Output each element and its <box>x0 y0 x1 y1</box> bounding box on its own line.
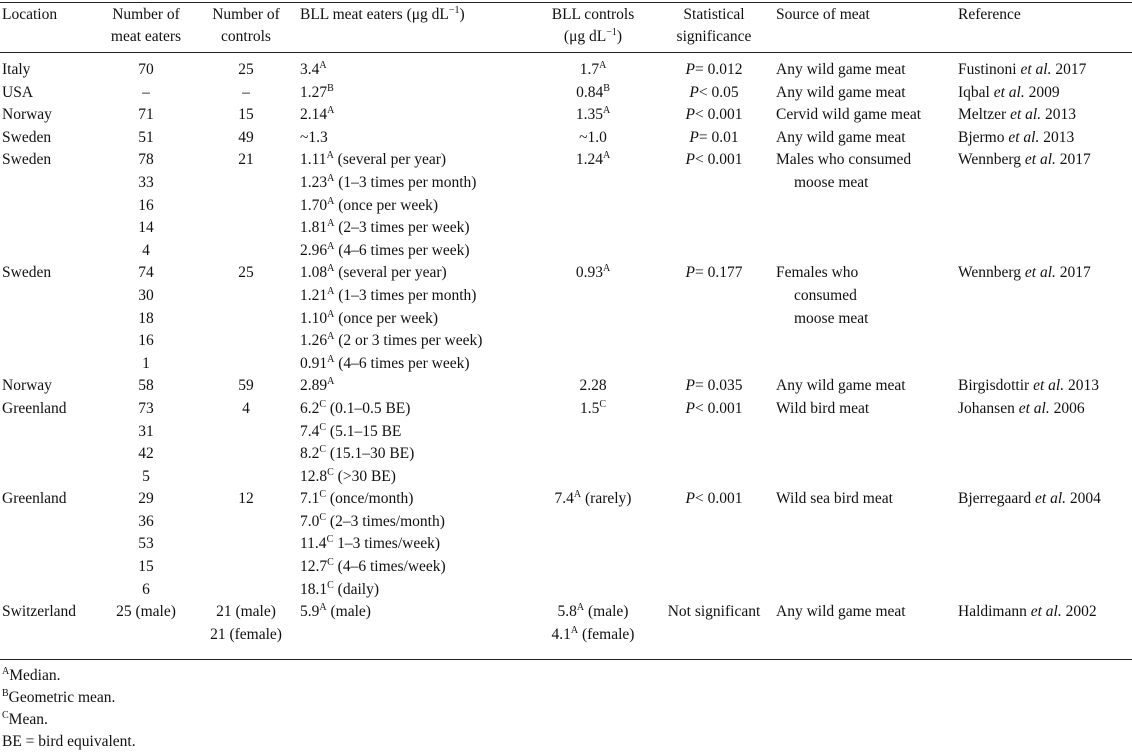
cell-source: Any wild game meat <box>776 377 906 395</box>
cell-meat-eaters: 16 <box>138 332 154 350</box>
cell-bll-meat-eaters: $1.08^A$ (several per year) <box>300 263 447 282</box>
table-row <box>0 104 1132 127</box>
cell-reference: Wennberg et al. 2017 <box>958 151 1091 169</box>
cell-significance: P< 0.001 <box>685 490 743 508</box>
cell-significance <box>654 579 774 602</box>
table-row <box>0 579 1132 602</box>
cell-bll-controls <box>532 511 654 534</box>
cell-meat-eaters: 1 <box>142 354 150 372</box>
table-row <box>0 195 1132 218</box>
cell-bll-meat-eaters: $5.9^A$ (male) <box>300 602 371 621</box>
cell-controls <box>194 579 298 602</box>
header-location: Location <box>2 6 58 23</box>
table-row <box>0 375 1132 398</box>
cell-bll-meat-eaters: $1.27^B$ <box>300 82 334 101</box>
cell-controls <box>194 240 298 263</box>
cell-source: Wild bird meat <box>776 399 870 417</box>
cell-bll-meat-eaters: $2.96^A$ (4–6 times per week) <box>300 240 470 259</box>
cell-bll-meat-eaters <box>298 624 532 647</box>
cell-meat-eaters: 25 (male) <box>116 603 176 621</box>
cell-significance <box>654 466 774 489</box>
table-row <box>0 262 1132 285</box>
cell-reference: Fustinoni et al. 2017 <box>958 61 1087 78</box>
table-row <box>0 601 1132 624</box>
cell-bll-controls: $1.24^A$ <box>575 150 611 169</box>
cell-location: Sweden <box>2 128 52 146</box>
cell-significance <box>654 533 774 556</box>
cell-controls <box>194 353 298 376</box>
cell-meat-eaters: 42 <box>138 445 154 463</box>
cell-bll-meat-eaters: $2.14^A$ <box>300 105 335 124</box>
cell-reference <box>956 511 1132 534</box>
cell-bll-meat-eaters: $7.4^C$ (5.1–15 BE <box>300 421 402 440</box>
cell-location: Norway <box>2 377 52 395</box>
table-row <box>0 421 1132 444</box>
cell-source <box>774 511 956 534</box>
cell-bll-meat-eaters: $1.11^A$ (several per year) <box>300 150 447 169</box>
cell-reference: Iqbal et al. 2009 <box>958 83 1060 101</box>
table-row <box>0 285 1132 308</box>
cell-bll-controls: $5.8^A$ (male) <box>557 602 629 621</box>
cell-meat-eaters: 71 <box>138 106 154 124</box>
cell-controls: 21 (male) <box>216 603 276 621</box>
cell-reference <box>956 330 1132 353</box>
cell-significance: P< 0.001 <box>685 151 743 169</box>
cell-bll-meat-eaters: $8.2^C$ (15.1–30 BE) <box>300 443 415 463</box>
cell-reference <box>956 579 1132 602</box>
cell-controls: 25 <box>238 61 254 78</box>
cell-bll-controls <box>532 556 654 579</box>
cell-source: consumed <box>794 286 857 304</box>
cell-location <box>0 217 98 240</box>
cell-meat-eaters: 70 <box>138 61 154 78</box>
cell-location <box>0 579 98 602</box>
cell-reference <box>956 240 1132 263</box>
cell-bll-meat-eaters: $6.2^C$ (0.1–0.5 BE) <box>300 398 411 417</box>
cell-bll-meat-eaters: $1.81^A$ (2–3 times per week) <box>300 218 470 237</box>
footnote: $^B$Geometric mean. <box>2 687 116 706</box>
table-row <box>0 466 1132 489</box>
cell-bll-meat-eaters: $1.23^A$ (1–3 times per month) <box>300 172 477 191</box>
cell-reference <box>956 556 1132 579</box>
cell-meat-eaters: 16 <box>138 196 154 214</box>
data-table <box>0 4 1132 646</box>
cell-meat-eaters: 74 <box>138 264 154 282</box>
cell-source <box>774 466 956 489</box>
cell-source <box>774 217 956 240</box>
cell-bll-meat-eaters: $0.91^A$ (4–6 times per week) <box>300 353 470 372</box>
table-row <box>0 624 1132 647</box>
cell-significance <box>654 308 774 331</box>
cell-meat-eaters: 15 <box>138 558 154 576</box>
cell-location <box>0 466 98 489</box>
cell-controls <box>194 285 298 308</box>
cell-controls: – <box>242 83 250 101</box>
cell-meat-eaters: 30 <box>138 286 154 304</box>
cell-bll-controls: ~1.0 <box>579 128 607 146</box>
cell-meat-eaters: 31 <box>138 422 154 440</box>
header-bll-controls: BLL controls (μg $dL^{-1}$) <box>551 6 635 45</box>
cell-significance: P= 0.012 <box>685 61 743 78</box>
cell-bll-controls: $4.1^A$ (female) <box>551 624 635 643</box>
cell-source <box>774 556 956 579</box>
cell-bll-meat-eaters: $7.0^C$ (2–3 times/month) <box>300 511 445 530</box>
header-row <box>0 4 1132 53</box>
cell-reference <box>956 466 1132 489</box>
cell-reference: Johansen et al. 2006 <box>958 399 1085 417</box>
cell-location: Switzerland <box>2 603 77 621</box>
cell-significance <box>654 421 774 444</box>
cell-meat-eaters: 53 <box>138 535 154 553</box>
cell-bll-controls <box>532 308 654 331</box>
cell-meat-eaters: – <box>142 83 150 101</box>
header-source: Source of meat <box>776 6 870 23</box>
cell-source <box>774 579 956 602</box>
cell-controls: 12 <box>238 490 254 508</box>
cell-reference <box>956 443 1132 466</box>
cell-location <box>0 195 98 218</box>
table-row <box>0 240 1132 263</box>
cell-source <box>774 330 956 353</box>
table-row <box>0 511 1132 534</box>
cell-meat-eaters <box>98 624 194 647</box>
cell-significance: P< 0.05 <box>689 83 739 101</box>
table-row <box>0 308 1132 331</box>
cell-controls <box>194 421 298 444</box>
cell-significance <box>654 624 774 647</box>
cell-bll-meat-eaters: $1.10^A$ (once per week) <box>300 308 439 327</box>
cell-controls <box>194 308 298 331</box>
cell-significance <box>654 353 774 376</box>
cell-controls <box>194 195 298 218</box>
cell-location: USA <box>2 83 34 101</box>
cell-location: Norway <box>2 106 52 124</box>
footnote: $^C$Mean. <box>2 709 48 728</box>
table-row <box>0 556 1132 579</box>
table-row <box>0 488 1132 511</box>
table-row <box>0 217 1132 240</box>
footnote: $^A$Median. <box>2 665 61 684</box>
cell-reference <box>956 308 1132 331</box>
cell-source: Females who <box>776 264 859 282</box>
table-row <box>0 443 1132 466</box>
cell-significance <box>654 217 774 240</box>
cell-reference <box>956 533 1132 556</box>
cell-bll-controls: $0.84^B$ <box>576 82 610 101</box>
cell-bll-meat-eaters: $2.89^A$ <box>300 376 335 395</box>
header-meat-eaters: Number of meat eaters <box>110 6 182 45</box>
cell-controls <box>194 443 298 466</box>
cell-source: Wild sea bird meat <box>776 490 893 508</box>
top-rule <box>0 2 1132 3</box>
cell-meat-eaters: 5 <box>142 467 150 485</box>
cell-location: Greenland <box>2 399 67 417</box>
header-bll-meat-eaters: BLL meat eaters (μg $dL^{-1}$) <box>300 4 465 23</box>
table-row <box>0 330 1132 353</box>
cell-controls <box>194 217 298 240</box>
cell-significance <box>654 172 774 195</box>
cell-meat-eaters: 14 <box>138 219 154 237</box>
cell-significance: P< 0.001 <box>685 399 743 417</box>
table-body <box>0 53 1132 647</box>
cell-significance <box>654 330 774 353</box>
cell-source: Any wild game meat <box>776 83 906 101</box>
cell-location <box>0 533 98 556</box>
cell-meat-eaters: 73 <box>138 399 154 417</box>
cell-bll-meat-eaters: ~1.3 <box>300 128 328 146</box>
footnote: BE = bird equivalent. <box>2 733 136 750</box>
cell-controls <box>194 466 298 489</box>
cell-controls: 15 <box>238 106 254 124</box>
cell-significance <box>654 443 774 466</box>
cell-source <box>774 421 956 444</box>
cell-significance <box>654 556 774 579</box>
cell-meat-eaters: 58 <box>138 377 154 395</box>
cell-reference <box>956 172 1132 195</box>
cell-source: Any wild game meat <box>776 61 906 78</box>
cell-meat-eaters: 36 <box>138 512 154 530</box>
cell-bll-controls <box>532 195 654 218</box>
header-significance: Statistical significance <box>676 6 752 45</box>
cell-source: Males who consumed <box>776 151 912 169</box>
bottom-rule <box>0 659 1132 660</box>
cell-meat-eaters: 4 <box>142 241 150 259</box>
cell-location <box>0 556 98 579</box>
cell-significance <box>654 285 774 308</box>
cell-bll-meat-eaters: $1.70^A$ (once per week) <box>300 195 439 214</box>
cell-bll-meat-eaters: $7.1^C$ (once/month) <box>300 489 414 508</box>
cell-source: Any wild game meat <box>776 128 906 146</box>
cell-significance <box>654 511 774 534</box>
header-controls: Number of controls <box>212 6 280 45</box>
cell-reference: Bjerregaard et al. 2004 <box>958 490 1101 508</box>
cell-location: Sweden <box>2 151 52 169</box>
cell-bll-controls: $0.93^A$ <box>575 263 611 282</box>
cell-bll-controls <box>532 330 654 353</box>
cell-reference <box>956 421 1132 444</box>
cell-bll-controls <box>532 579 654 602</box>
cell-controls <box>194 533 298 556</box>
cell-controls <box>194 330 298 353</box>
cell-source: Cervid wild game meat <box>776 106 922 124</box>
cell-location <box>0 443 98 466</box>
cell-source <box>774 240 956 263</box>
cell-reference: Haldimann et al. 2002 <box>958 603 1097 621</box>
table-row <box>0 53 1132 82</box>
cell-location <box>0 285 98 308</box>
cell-bll-controls: $1.5^C$ <box>579 398 607 417</box>
cell-controls: 21 (female) <box>210 625 282 643</box>
table-row <box>0 533 1132 556</box>
cell-reference: Bjermo et al. 2013 <box>958 128 1075 146</box>
cell-bll-controls <box>532 240 654 263</box>
cell-reference <box>956 353 1132 376</box>
cell-location <box>0 353 98 376</box>
cell-location: Sweden <box>2 264 52 282</box>
cell-reference <box>956 624 1132 647</box>
cell-reference: Meltzer et al. 2013 <box>958 106 1076 124</box>
cell-source: moose meat <box>794 173 869 191</box>
cell-significance <box>654 195 774 218</box>
cell-location <box>0 511 98 534</box>
cell-bll-controls: $1.35^A$ <box>575 105 611 124</box>
cell-bll-meat-eaters: $12.8^C$ (>30 BE) <box>300 466 396 485</box>
cell-reference: Birgisdottir et al. 2013 <box>958 377 1099 395</box>
cell-controls: 21 <box>238 151 254 169</box>
cell-bll-controls <box>532 353 654 376</box>
cell-location: Italy <box>2 61 31 78</box>
cell-bll-controls <box>532 466 654 489</box>
cell-bll-controls <box>532 533 654 556</box>
cell-bll-controls <box>532 443 654 466</box>
cell-bll-meat-eaters: $1.26^A$ (2 or 3 times per week) <box>300 330 483 350</box>
cell-bll-controls <box>532 285 654 308</box>
cell-meat-eaters: 18 <box>138 309 154 327</box>
cell-source <box>774 195 956 218</box>
cell-significance: P< 0.001 <box>685 106 743 124</box>
cell-bll-controls <box>532 172 654 195</box>
table-row <box>0 149 1132 172</box>
cell-bll-controls <box>532 421 654 444</box>
cell-meat-eaters: 29 <box>138 490 154 508</box>
cell-source <box>774 353 956 376</box>
cell-bll-controls: 2.28 <box>579 377 607 395</box>
cell-controls: 25 <box>238 264 254 282</box>
cell-controls: 49 <box>238 128 254 146</box>
cell-significance: P= 0.01 <box>689 128 739 146</box>
table-row <box>0 82 1132 105</box>
table-row <box>0 172 1132 195</box>
cell-location: Greenland <box>2 490 67 508</box>
cell-bll-controls: $7.4^A$ (rarely) <box>554 489 632 508</box>
cell-bll-meat-eaters: $12.7^C$ (4–6 times/week) <box>300 556 446 576</box>
cell-source <box>774 624 956 647</box>
cell-source <box>774 443 956 466</box>
cell-source <box>774 533 956 556</box>
cell-bll-controls: $1.7^A$ <box>579 59 607 78</box>
cell-controls <box>194 172 298 195</box>
cell-controls: 4 <box>242 399 250 417</box>
cell-source: moose meat <box>794 309 869 327</box>
cell-controls <box>194 556 298 579</box>
cell-significance <box>654 240 774 263</box>
cell-location <box>0 330 98 353</box>
cell-source: Any wild game meat <box>776 603 906 621</box>
cell-reference <box>956 285 1132 308</box>
cell-controls <box>194 511 298 534</box>
cell-location <box>0 172 98 195</box>
table-row <box>0 353 1132 376</box>
cell-meat-eaters: 6 <box>142 580 150 598</box>
cell-location <box>0 624 98 647</box>
cell-bll-meat-eaters: $1.21^A$ (1–3 times per month) <box>300 285 477 304</box>
cell-meat-eaters: 78 <box>138 151 154 169</box>
footnotes <box>2 665 136 753</box>
cell-location <box>0 308 98 331</box>
table-row <box>0 398 1132 421</box>
cell-reference <box>956 195 1132 218</box>
cell-bll-meat-eaters: $18.1^C$ (daily) <box>300 579 379 598</box>
cell-bll-controls <box>532 217 654 240</box>
cell-location <box>0 240 98 263</box>
cell-meat-eaters: 33 <box>138 173 154 191</box>
cell-reference <box>956 217 1132 240</box>
cell-bll-meat-eaters: $3.4^A$ <box>300 59 327 78</box>
cell-bll-meat-eaters: $11.4^C$ 1–3 times/week) <box>300 534 440 553</box>
cell-meat-eaters: 51 <box>138 128 154 146</box>
cell-controls: 59 <box>238 377 254 395</box>
table-row <box>0 127 1132 150</box>
cell-location <box>0 421 98 444</box>
cell-significance: P= 0.035 <box>685 377 743 395</box>
cell-significance: Not significant <box>667 603 761 621</box>
cell-reference: Wennberg et al. 2017 <box>958 264 1091 282</box>
cell-significance: P= 0.177 <box>685 264 743 282</box>
header-reference: Reference <box>958 6 1021 23</box>
